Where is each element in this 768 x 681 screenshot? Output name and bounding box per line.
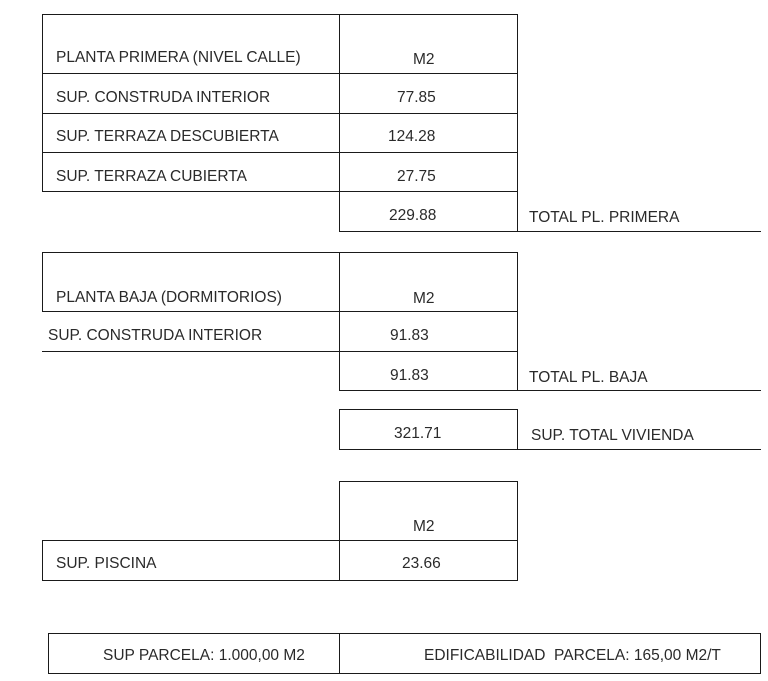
row-label: SUP. TERRAZA DESCUBIERTA bbox=[56, 128, 279, 145]
row-label: SUP. TERRAZA CUBIERTA bbox=[56, 168, 247, 185]
row-value: 124.28 bbox=[388, 128, 436, 145]
planta-primera-title: PLANTA PRIMERA (NIVEL CALLE) bbox=[56, 49, 301, 66]
total-underline bbox=[517, 231, 761, 232]
row-value: 77.85 bbox=[397, 89, 436, 106]
row-label: SUP. CONSTRUDA INTERIOR bbox=[56, 89, 271, 106]
unit-label: M2 bbox=[413, 518, 435, 535]
total-value: 229.88 bbox=[389, 207, 437, 224]
total-underline bbox=[517, 390, 761, 391]
total-value: 321.71 bbox=[394, 425, 442, 442]
row-label: SUP. PISCINA bbox=[56, 555, 157, 572]
total-label: SUP. TOTAL VIVIENDA bbox=[531, 427, 694, 444]
total-value: 91.83 bbox=[390, 367, 429, 384]
parcela-superficie: SUP PARCELA: 1.000,00 M2 bbox=[103, 647, 305, 664]
unit-label: M2 bbox=[413, 290, 435, 307]
total-label: TOTAL PL. BAJA bbox=[529, 369, 648, 386]
total-label: TOTAL PL. PRIMERA bbox=[529, 209, 680, 226]
unit-label: M2 bbox=[413, 51, 435, 68]
row-label: SUP. CONSTRUDA INTERIOR bbox=[48, 327, 263, 344]
parcela-edificabilidad: EDIFICABILIDAD PARCELA: 165,00 M2/T bbox=[424, 647, 721, 664]
total-underline bbox=[517, 449, 761, 450]
row-value: 23.66 bbox=[402, 555, 441, 572]
row-value: 27.75 bbox=[397, 168, 436, 185]
row-value: 91.83 bbox=[390, 327, 429, 344]
planta-baja-title: PLANTA BAJA (DORMITORIOS) bbox=[56, 289, 282, 306]
